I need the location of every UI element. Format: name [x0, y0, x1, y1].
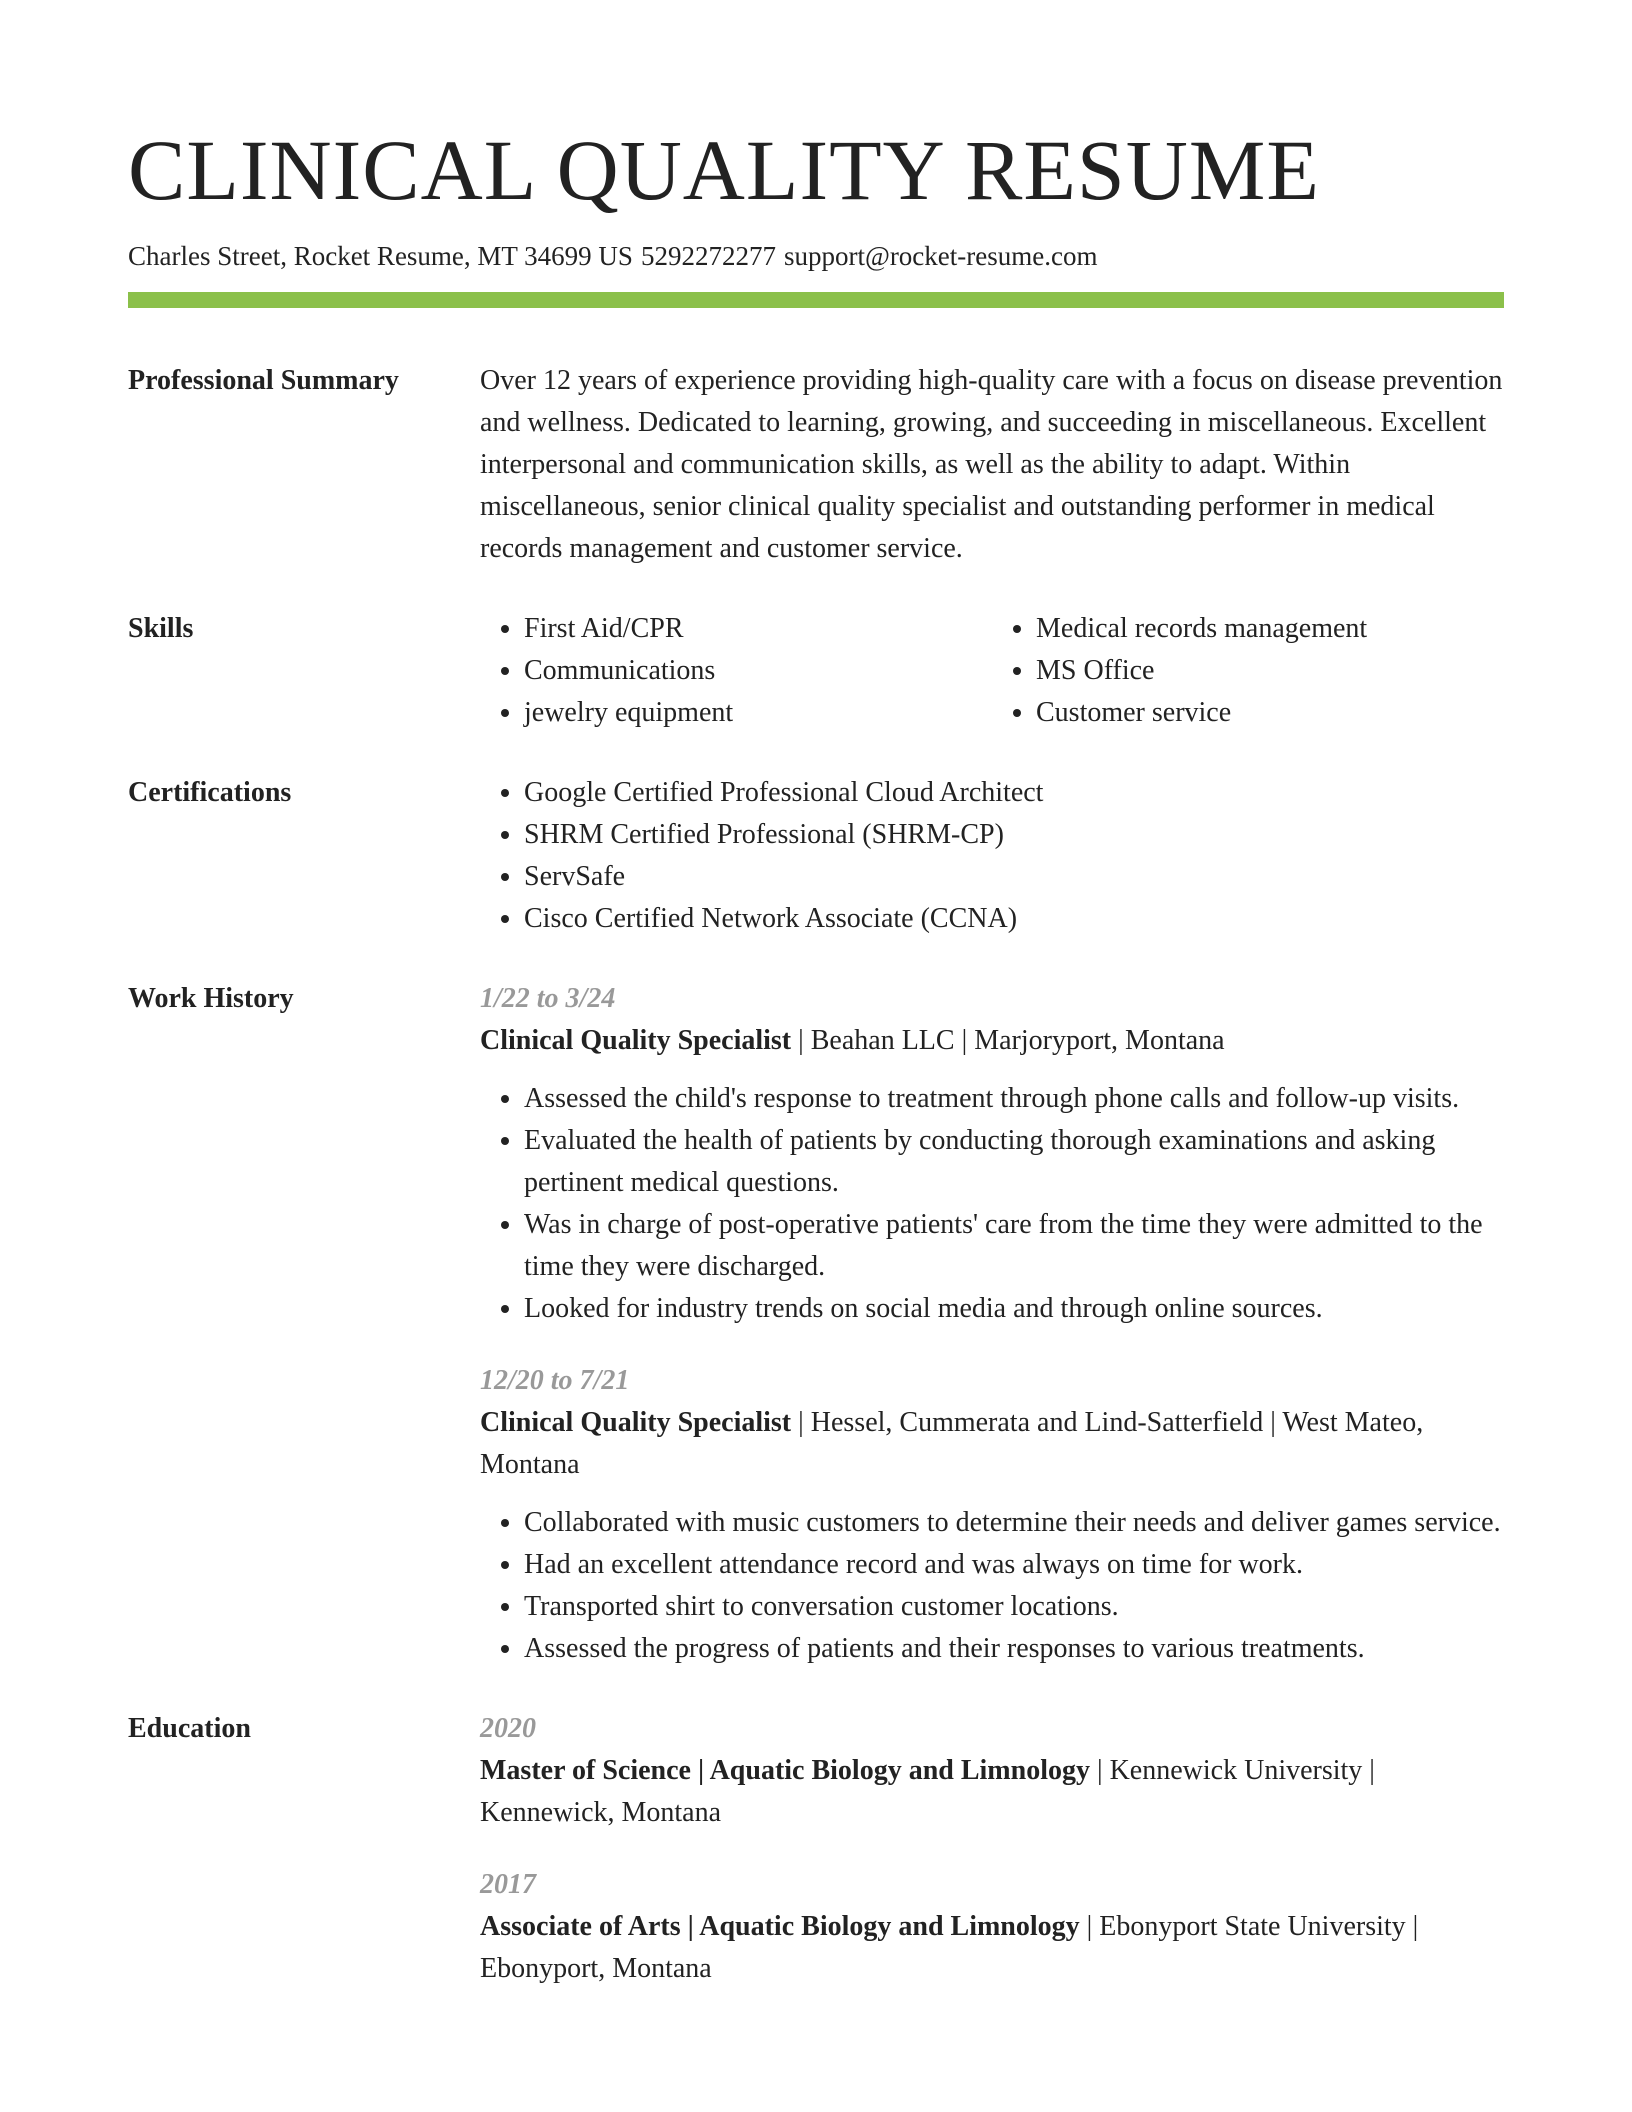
- summary-section: [128, 360, 1504, 570]
- job-bullet: • Assessed the child's response to treatment through phone calls and follow-up visits.: [524, 1078, 1504, 1120]
- skills-section: [128, 608, 1504, 734]
- certifications-section: [128, 772, 1504, 940]
- job-heading: [480, 1402, 1504, 1486]
- skill-item: • MS Office: [1036, 650, 1504, 692]
- job-bullet: • Was in charge of post-operative patients' care from the time they were admitted to the time they were discharged.: [524, 1204, 1504, 1288]
- education-details: | Kennewick University | Kennewick, Montana: [480, 1755, 1375, 1828]
- education-entry: [480, 1864, 1504, 1990]
- contact-line: [128, 238, 1504, 274]
- job-bullet: • Collaborated with music customers to determine their needs and deliver games service.: [524, 1502, 1504, 1544]
- skill-item: • First Aid/CPR: [524, 608, 992, 650]
- certification-item: • Google Certified Professional Cloud Architect: [524, 772, 1504, 814]
- skills-list-right: [992, 608, 1504, 734]
- certification-item: • SHRM Certified Professional (SHRM-CP): [524, 814, 1504, 856]
- education-year: 2020: [480, 1713, 536, 1744]
- skill-item: • Medical records management: [1036, 608, 1504, 650]
- job-bullet: • Assessed the progress of patients and their responses to various treatments.: [524, 1628, 1504, 1670]
- job-title: Clinical Quality Specialist: [480, 1407, 792, 1438]
- education-year: 2017: [480, 1869, 536, 1900]
- skill-item: • Customer service: [1036, 692, 1504, 734]
- education-heading: [480, 1906, 1504, 1990]
- email[interactable]: support@rocket-resume.com: [783, 241, 1098, 271]
- address: Charles Street, Rocket Resume, MT 34699 US: [128, 241, 633, 271]
- education-details: | Ebonyport State University | Ebonyport, Montana: [480, 1911, 1419, 1984]
- work-history-section: [128, 978, 1504, 1670]
- job-entry: [480, 1360, 1504, 1670]
- summary-label: Professional Summary: [128, 365, 399, 396]
- skills-label: Skills: [128, 613, 194, 644]
- job-entry: [480, 978, 1504, 1330]
- job-heading: [480, 1020, 1504, 1062]
- job-dates: 12/20 to 7/21: [480, 1365, 630, 1396]
- skill-item: • Communications: [524, 650, 992, 692]
- degree: Associate of Arts | Aquatic Biology and Limnology: [480, 1911, 1080, 1942]
- job-dates: 1/22 to 3/24: [480, 983, 616, 1014]
- job-details: | Hessel, Cummerata and Lind-Satterfield | West Mateo, Montana: [480, 1407, 1424, 1480]
- education-heading: [480, 1750, 1504, 1834]
- certifications-list: [480, 772, 1504, 940]
- education-section: [128, 1708, 1504, 1990]
- degree: Master of Science | Aquatic Biology and Limnology: [480, 1755, 1090, 1786]
- certification-item: • ServSafe: [524, 856, 1504, 898]
- education-entry: [480, 1708, 1504, 1834]
- job-bullets: [480, 1078, 1504, 1330]
- phone: 5292272277: [640, 241, 776, 271]
- work-history-label: Work History: [128, 983, 294, 1014]
- job-bullet: • Transported shirt to conversation customer locations.: [524, 1586, 1504, 1628]
- job-bullet: • Evaluated the health of patients by conducting thorough examinations and asking pertinent medical questions.: [524, 1120, 1504, 1204]
- job-bullets: [480, 1502, 1504, 1670]
- job-bullet: • Looked for industry trends on social media and through online sources.: [524, 1288, 1504, 1330]
- skills-list-left: [480, 608, 992, 734]
- summary-text: Over 12 years of experience providing high-quality care with a focus on disease prevention and wellness. Dedicated to learning, growing, and succeeding in miscellaneous. Excellent interpersonal and communication skills, as well as the ability to adapt. Within miscellaneous, senior clinical quality specialist and outstanding performer in medical records management and customer service.: [480, 365, 1503, 564]
- job-bullet: • Had an excellent attendance record and was always on time for work.: [524, 1544, 1504, 1586]
- certifications-label: Certifications: [128, 777, 292, 808]
- header-divider: [128, 292, 1504, 308]
- education-label: Education: [128, 1713, 251, 1744]
- resume-title: CLINICAL QUALITY RESUME: [128, 122, 1320, 218]
- skill-item: • jewelry equipment: [524, 692, 992, 734]
- job-title: Clinical Quality Specialist: [480, 1025, 792, 1056]
- job-details: | Beahan LLC | Marjoryport, Montana: [791, 1025, 1225, 1056]
- certification-item: • Cisco Certified Network Associate (CCNA): [524, 898, 1504, 940]
